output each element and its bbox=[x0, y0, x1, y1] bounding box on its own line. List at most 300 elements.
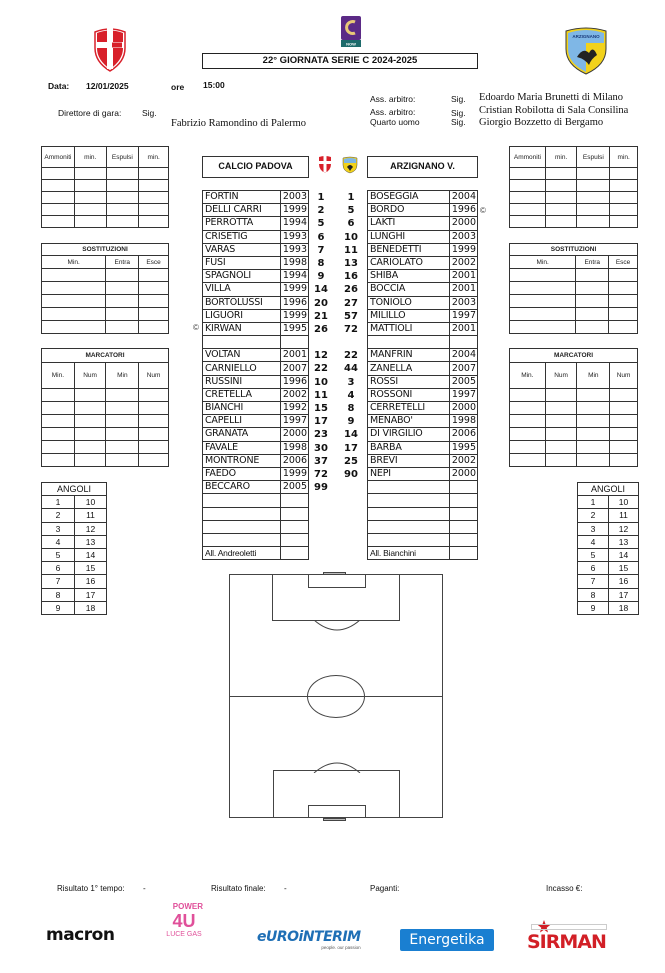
cell[interactable] bbox=[106, 308, 139, 321]
cell[interactable] bbox=[545, 168, 577, 180]
corner-cell[interactable]: 10 bbox=[75, 496, 107, 509]
cell[interactable] bbox=[106, 402, 139, 415]
corner-cell[interactable]: 9 bbox=[578, 601, 609, 614]
col-num: Num bbox=[545, 363, 577, 389]
half-time-value[interactable]: - bbox=[143, 884, 146, 893]
cell[interactable] bbox=[139, 402, 169, 415]
away-crest bbox=[563, 25, 609, 75]
cell[interactable] bbox=[42, 168, 75, 180]
cell[interactable] bbox=[545, 402, 577, 415]
home-numbers bbox=[309, 191, 333, 494]
table-row bbox=[203, 467, 309, 480]
corner-cell[interactable]: 6 bbox=[42, 562, 75, 575]
corner-cell[interactable]: 16 bbox=[75, 575, 107, 588]
corner-cell[interactable]: 16 bbox=[609, 575, 639, 588]
cell[interactable] bbox=[42, 192, 75, 204]
cell[interactable] bbox=[139, 204, 169, 216]
table-row bbox=[203, 402, 309, 415]
cell[interactable] bbox=[510, 402, 546, 415]
player-name: FUSI bbox=[203, 256, 281, 269]
player-year: 1999 bbox=[449, 243, 477, 256]
cell[interactable] bbox=[42, 321, 106, 334]
cell[interactable] bbox=[610, 192, 638, 204]
corner-cell[interactable]: 8 bbox=[42, 588, 75, 601]
player-name: GRANATA bbox=[203, 428, 281, 441]
cell[interactable] bbox=[577, 204, 610, 216]
corner-cell[interactable]: 3 bbox=[42, 522, 75, 535]
player-year: 2000 bbox=[449, 402, 477, 415]
cell[interactable] bbox=[106, 428, 139, 441]
cell[interactable] bbox=[106, 180, 139, 192]
col-min: min. bbox=[610, 147, 638, 168]
player-year bbox=[280, 520, 308, 533]
player-number: 25 bbox=[344, 455, 358, 467]
player-number: 9 bbox=[317, 271, 325, 283]
player-year: 1994 bbox=[280, 217, 308, 230]
cell[interactable] bbox=[139, 454, 169, 467]
cell[interactable] bbox=[42, 204, 75, 216]
corner-cell[interactable]: 17 bbox=[75, 588, 107, 601]
cell[interactable] bbox=[510, 415, 546, 428]
cell[interactable] bbox=[42, 402, 75, 415]
cell[interactable] bbox=[139, 428, 169, 441]
player-name: FAEDO bbox=[203, 467, 281, 480]
table-row bbox=[203, 494, 309, 507]
col-ammoniti: Ammoniti bbox=[42, 147, 75, 168]
player-name bbox=[368, 494, 450, 507]
corner-cell[interactable]: 15 bbox=[75, 562, 107, 575]
player-year: 2006 bbox=[280, 454, 308, 467]
corner-cell[interactable]: 5 bbox=[578, 548, 609, 561]
corner-cell[interactable]: 14 bbox=[609, 548, 639, 561]
table-row bbox=[368, 283, 478, 296]
cell[interactable] bbox=[106, 389, 139, 402]
player-number: 27 bbox=[344, 297, 358, 309]
away-team-name: ARZIGNANO V. bbox=[367, 156, 478, 178]
home-subs-table bbox=[41, 243, 169, 334]
cell[interactable] bbox=[610, 441, 638, 454]
power4u-mid: 4U bbox=[172, 911, 196, 931]
player-year: 1996 bbox=[449, 204, 477, 217]
cell[interactable] bbox=[510, 428, 546, 441]
player-number: 15 bbox=[314, 403, 328, 414]
cell[interactable] bbox=[42, 441, 75, 454]
cell[interactable] bbox=[74, 168, 106, 180]
corner-cell[interactable]: 15 bbox=[609, 562, 639, 575]
table-row bbox=[203, 415, 309, 428]
cell[interactable] bbox=[577, 168, 610, 180]
corner-cell[interactable]: 14 bbox=[75, 548, 107, 561]
cell[interactable] bbox=[74, 441, 106, 454]
corner-cell[interactable]: 12 bbox=[609, 522, 639, 535]
corner-cell[interactable]: 12 bbox=[75, 522, 107, 535]
cell[interactable] bbox=[74, 389, 106, 402]
cell[interactable] bbox=[74, 454, 106, 467]
table-row bbox=[203, 481, 309, 494]
bottom-goal bbox=[323, 818, 346, 821]
home-crest bbox=[92, 26, 128, 72]
player-year: 2002 bbox=[449, 256, 477, 269]
cell[interactable] bbox=[609, 282, 638, 295]
player-name: SPAGNOLI bbox=[203, 270, 281, 283]
cell[interactable] bbox=[545, 192, 577, 204]
cell[interactable] bbox=[577, 180, 610, 192]
col-min: min. bbox=[139, 147, 169, 168]
cell[interactable] bbox=[42, 180, 75, 192]
corner-cell[interactable]: 6 bbox=[578, 562, 609, 575]
cell[interactable] bbox=[42, 282, 106, 295]
cell[interactable] bbox=[139, 308, 169, 321]
cell[interactable] bbox=[139, 216, 169, 228]
player-year: 2002 bbox=[280, 388, 308, 401]
home-corners-table bbox=[41, 482, 107, 615]
cell[interactable] bbox=[510, 180, 546, 192]
player-name: BORDO bbox=[368, 204, 450, 217]
col-min: Min bbox=[577, 363, 610, 389]
cell[interactable] bbox=[577, 402, 610, 415]
player-number: 3 bbox=[347, 376, 355, 388]
power4u-bottom: LUCE GAS bbox=[166, 931, 202, 938]
corner-cell[interactable]: 7 bbox=[578, 575, 609, 588]
corner-cell[interactable]: 4 bbox=[578, 535, 609, 548]
cell[interactable] bbox=[139, 168, 169, 180]
corner-cell[interactable]: 2 bbox=[42, 509, 75, 522]
player-number: 6 bbox=[347, 218, 355, 230]
cell[interactable] bbox=[139, 321, 169, 334]
cell[interactable] bbox=[106, 441, 139, 454]
away-cards-table bbox=[509, 146, 638, 228]
cell[interactable] bbox=[74, 415, 106, 428]
player-name bbox=[368, 507, 450, 520]
energetika-text: Energetika bbox=[409, 932, 485, 948]
player-name: VOLTAN bbox=[203, 349, 281, 362]
cell[interactable] bbox=[139, 295, 169, 308]
cell[interactable] bbox=[610, 180, 638, 192]
player-name: FORTIN bbox=[203, 191, 281, 204]
corner-cell[interactable]: 18 bbox=[75, 601, 107, 614]
corner-cell[interactable]: 7 bbox=[42, 575, 75, 588]
cell[interactable] bbox=[106, 204, 139, 216]
table-row bbox=[368, 309, 478, 322]
cell[interactable] bbox=[42, 415, 75, 428]
cell[interactable] bbox=[106, 192, 139, 204]
cell[interactable] bbox=[106, 216, 139, 228]
cell[interactable] bbox=[545, 180, 577, 192]
cell[interactable] bbox=[609, 295, 638, 308]
cell[interactable] bbox=[610, 216, 638, 228]
cell[interactable] bbox=[106, 415, 139, 428]
table-row bbox=[203, 388, 309, 401]
player-number: 23 bbox=[314, 429, 328, 441]
player-number: 21 bbox=[314, 310, 328, 322]
cell[interactable] bbox=[545, 428, 577, 441]
player-year bbox=[449, 481, 477, 494]
player-number: 1 bbox=[347, 192, 355, 203]
svg-text:ARZIGNANO: ARZIGNANO bbox=[572, 34, 600, 39]
table-row bbox=[368, 296, 478, 309]
cell[interactable] bbox=[510, 269, 576, 282]
cell[interactable] bbox=[510, 321, 576, 334]
table-row bbox=[368, 415, 478, 428]
spacer bbox=[309, 336, 333, 349]
cell[interactable] bbox=[576, 321, 609, 334]
cell[interactable] bbox=[577, 454, 610, 467]
player-year bbox=[449, 533, 477, 546]
cell[interactable] bbox=[609, 321, 638, 334]
cell[interactable] bbox=[577, 428, 610, 441]
player-name: MONTRONE bbox=[203, 454, 281, 467]
official-name-1: Edoardo Maria Brunetti di Milano bbox=[479, 92, 624, 103]
cell[interactable] bbox=[42, 454, 75, 467]
away-corners-table bbox=[577, 482, 639, 615]
table-row bbox=[203, 454, 309, 467]
cell[interactable] bbox=[576, 308, 609, 321]
player-year: 1997 bbox=[449, 388, 477, 401]
player-number: 1 bbox=[317, 192, 325, 203]
serie-c-logo bbox=[341, 16, 361, 47]
player-number: 10 bbox=[344, 231, 358, 243]
official-name-2: Cristian Robilotta di Sala Consilina bbox=[479, 105, 629, 116]
spacer-cell bbox=[280, 547, 308, 560]
table-row bbox=[203, 283, 309, 296]
corner-cell[interactable]: 13 bbox=[609, 535, 639, 548]
player-number: 4 bbox=[347, 389, 355, 401]
cell[interactable] bbox=[545, 415, 577, 428]
cell[interactable] bbox=[74, 428, 106, 441]
col-espulsi: Espulsi bbox=[106, 147, 139, 168]
cell[interactable] bbox=[577, 192, 610, 204]
cell[interactable] bbox=[576, 295, 609, 308]
cell[interactable] bbox=[42, 428, 75, 441]
cell[interactable] bbox=[42, 295, 106, 308]
player-year: 2006 bbox=[449, 428, 477, 441]
cell[interactable] bbox=[74, 180, 106, 192]
cell[interactable] bbox=[510, 216, 546, 228]
cell[interactable] bbox=[42, 269, 106, 282]
away-numbers bbox=[339, 191, 363, 481]
corner-cell[interactable]: 10 bbox=[609, 496, 639, 509]
col-num: Num bbox=[139, 363, 169, 389]
cell[interactable] bbox=[74, 402, 106, 415]
cell[interactable] bbox=[106, 282, 139, 295]
cell[interactable] bbox=[42, 308, 106, 321]
cell[interactable] bbox=[610, 402, 638, 415]
spacer bbox=[339, 336, 363, 349]
spacer-cell bbox=[449, 336, 477, 349]
player-name: BOSEGGIA bbox=[368, 191, 450, 204]
cell[interactable] bbox=[510, 308, 576, 321]
player-number: 20 bbox=[314, 297, 328, 309]
table-row bbox=[368, 481, 478, 494]
home-captain-icon: © bbox=[193, 323, 199, 332]
corner-cell[interactable]: 8 bbox=[578, 588, 609, 601]
player-number: 14 bbox=[344, 429, 358, 441]
corner-cell[interactable]: 9 bbox=[42, 601, 75, 614]
cell[interactable] bbox=[139, 441, 169, 454]
player-year: 2005 bbox=[280, 481, 308, 494]
player-number: 14 bbox=[314, 284, 328, 296]
cell[interactable] bbox=[74, 192, 106, 204]
cell[interactable] bbox=[139, 389, 169, 402]
cell[interactable] bbox=[610, 168, 638, 180]
player-year: 2001 bbox=[449, 270, 477, 283]
cell[interactable] bbox=[610, 454, 638, 467]
table-row bbox=[368, 507, 478, 520]
cell[interactable] bbox=[577, 441, 610, 454]
cell[interactable] bbox=[510, 282, 576, 295]
eurointerim-text: eUROiNTERIM bbox=[257, 929, 361, 945]
cell[interactable] bbox=[545, 389, 577, 402]
cell[interactable] bbox=[510, 454, 546, 467]
cell[interactable] bbox=[74, 216, 106, 228]
col-min: Min. bbox=[42, 363, 75, 389]
table-row bbox=[203, 336, 309, 349]
player-year: 1995 bbox=[449, 441, 477, 454]
cell[interactable] bbox=[545, 216, 577, 228]
player-year: 2007 bbox=[449, 362, 477, 375]
player-number: 22 bbox=[344, 350, 358, 362]
cell[interactable] bbox=[609, 308, 638, 321]
player-name: LAKTI bbox=[368, 217, 450, 230]
table-row bbox=[203, 349, 309, 362]
referee-name: Fabrizio Ramondino di Palermo bbox=[171, 118, 307, 129]
table-row bbox=[203, 230, 309, 243]
cell[interactable] bbox=[545, 204, 577, 216]
player-year: 2004 bbox=[449, 349, 477, 362]
table-row bbox=[203, 256, 309, 269]
cell[interactable] bbox=[74, 204, 106, 216]
corner-cell[interactable]: 4 bbox=[42, 535, 75, 548]
player-year: 2003 bbox=[449, 230, 477, 243]
cell[interactable] bbox=[139, 269, 169, 282]
cell[interactable] bbox=[106, 269, 139, 282]
corner-cell[interactable]: 3 bbox=[578, 522, 609, 535]
subs-title: SOSTITUZIONI bbox=[510, 244, 638, 256]
player-year: 2004 bbox=[449, 191, 477, 204]
player-year: 2007 bbox=[280, 362, 308, 375]
player-name: MANFRIN bbox=[368, 349, 450, 362]
player-name: LIGUORI bbox=[203, 309, 281, 322]
cell[interactable] bbox=[139, 415, 169, 428]
player-number: 5 bbox=[347, 205, 355, 217]
cell[interactable] bbox=[610, 204, 638, 216]
sirman-rule bbox=[531, 924, 607, 930]
player-number: 99 bbox=[314, 482, 328, 494]
table-row bbox=[203, 309, 309, 322]
cell[interactable] bbox=[577, 216, 610, 228]
cell[interactable] bbox=[106, 168, 139, 180]
col-esce: Esce bbox=[139, 256, 169, 269]
cell[interactable] bbox=[510, 441, 546, 454]
cell[interactable] bbox=[139, 192, 169, 204]
spacer-cell bbox=[203, 336, 281, 349]
cell[interactable] bbox=[577, 415, 610, 428]
player-year: 2001 bbox=[449, 322, 477, 335]
cell[interactable] bbox=[510, 295, 576, 308]
table-row bbox=[368, 349, 478, 362]
power4u-top: POWER bbox=[172, 902, 203, 911]
table-row bbox=[203, 520, 309, 533]
player-year: 1998 bbox=[449, 415, 477, 428]
corner-cell[interactable]: 17 bbox=[609, 588, 639, 601]
cell[interactable] bbox=[609, 269, 638, 282]
corner-cell[interactable]: 18 bbox=[609, 601, 639, 614]
cell[interactable] bbox=[42, 216, 75, 228]
cell[interactable] bbox=[139, 282, 169, 295]
player-name bbox=[203, 507, 281, 520]
table-row bbox=[368, 270, 478, 283]
cell[interactable] bbox=[610, 428, 638, 441]
player-name: BIANCHI bbox=[203, 402, 281, 415]
table-row bbox=[203, 428, 309, 441]
cell[interactable] bbox=[510, 192, 546, 204]
player-year bbox=[449, 494, 477, 507]
player-name: ZANELLA bbox=[368, 362, 450, 375]
player-year: 2005 bbox=[449, 375, 477, 388]
player-year: 1995 bbox=[280, 322, 308, 335]
corner-cell[interactable]: 11 bbox=[75, 509, 107, 522]
cell[interactable] bbox=[545, 454, 577, 467]
player-year: 2000 bbox=[449, 217, 477, 230]
spacer-cell bbox=[449, 547, 477, 560]
player-name: CARNIELLO bbox=[203, 362, 281, 375]
official-sig-2: Sig. bbox=[451, 108, 466, 118]
corner-cell[interactable]: 11 bbox=[609, 509, 639, 522]
cell[interactable] bbox=[510, 389, 546, 402]
cell[interactable] bbox=[610, 415, 638, 428]
table-row bbox=[203, 296, 309, 309]
cell[interactable] bbox=[545, 441, 577, 454]
player-number: 11 bbox=[344, 244, 358, 256]
macron-logo bbox=[46, 925, 114, 945]
cell[interactable] bbox=[510, 168, 546, 180]
corners-title: ANGOLI bbox=[578, 483, 639, 496]
player-name: CRETELLA bbox=[203, 388, 281, 401]
player-year: 1993 bbox=[280, 243, 308, 256]
cell[interactable] bbox=[106, 321, 139, 334]
cell[interactable] bbox=[577, 389, 610, 402]
final-value[interactable]: - bbox=[284, 884, 287, 893]
cell[interactable] bbox=[42, 389, 75, 402]
player-name: VARAS bbox=[203, 243, 281, 256]
corner-cell[interactable]: 1 bbox=[42, 496, 75, 509]
cell[interactable] bbox=[139, 180, 169, 192]
corner-cell[interactable]: 13 bbox=[75, 535, 107, 548]
cell[interactable] bbox=[576, 282, 609, 295]
table-row bbox=[203, 322, 309, 335]
cell[interactable] bbox=[510, 204, 546, 216]
table-row bbox=[368, 336, 478, 349]
official-name-3: Giorgio Bozzetto di Bergamo bbox=[479, 117, 604, 128]
player-year: 1993 bbox=[280, 230, 308, 243]
player-number: 26 bbox=[314, 323, 328, 335]
official-sig-1: Sig. bbox=[451, 94, 466, 104]
player-number: 37 bbox=[314, 455, 328, 467]
player-year: 2000 bbox=[449, 467, 477, 480]
corner-cell[interactable]: 1 bbox=[578, 496, 609, 509]
paying-label: Paganti: bbox=[370, 884, 400, 893]
cell[interactable] bbox=[106, 295, 139, 308]
corner-cell[interactable]: 5 bbox=[42, 548, 75, 561]
table-row bbox=[203, 204, 309, 217]
cell[interactable] bbox=[576, 269, 609, 282]
corner-cell[interactable]: 2 bbox=[578, 509, 609, 522]
cell[interactable] bbox=[106, 454, 139, 467]
cell[interactable] bbox=[610, 389, 638, 402]
col-min: Min. bbox=[510, 256, 576, 269]
bottom-goal-area bbox=[308, 805, 366, 818]
player-year: 1996 bbox=[280, 375, 308, 388]
